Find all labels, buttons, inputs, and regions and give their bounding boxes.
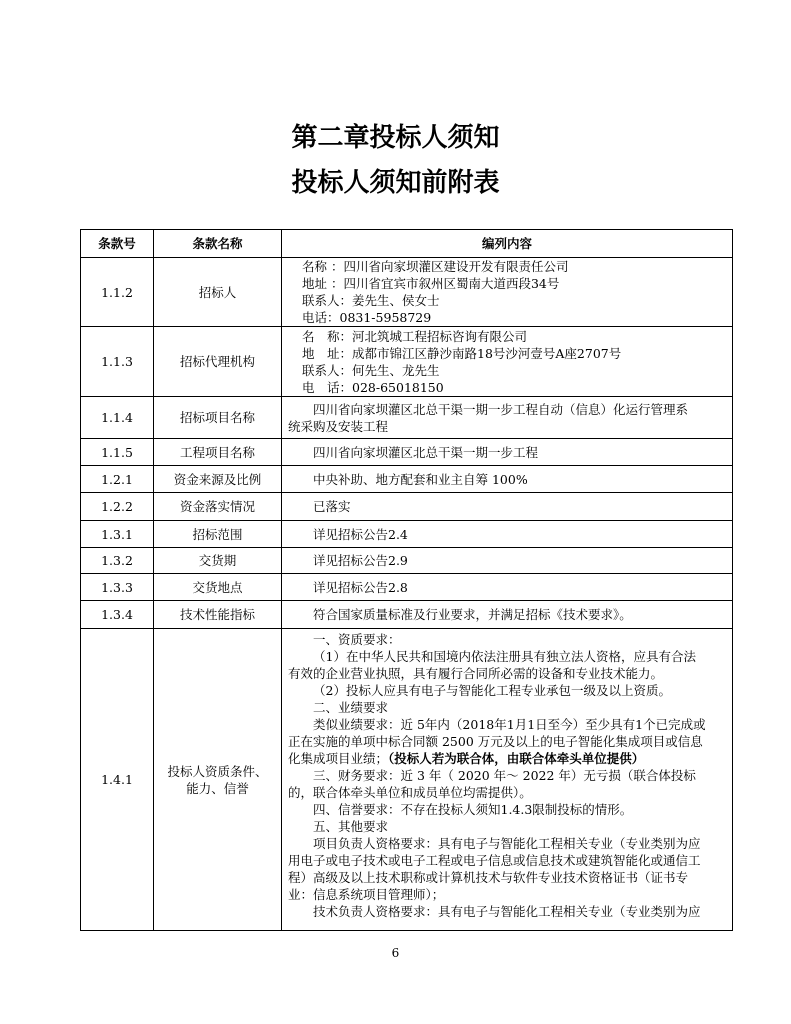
clause-content	[282, 466, 733, 493]
content-line: 统采购及安装工程	[288, 418, 389, 434]
content-line: 业：信息系统项目管理师）；	[288, 887, 445, 902]
clause-name: 招标人	[154, 258, 282, 327]
clause-no: 1.1.4	[81, 397, 154, 439]
content-line: 技术负责人资格要求：具有电子与智能化工程相关专业（专业类别为应	[313, 904, 701, 919]
table-row	[81, 493, 733, 521]
content-line: 四川省向家坝灌区北总干渠一期一步工程自动（信息）化运行管理系	[313, 401, 689, 417]
clause-name: 招标项目名称	[154, 397, 282, 439]
content-text: 化集成项目业绩；	[288, 751, 389, 766]
content-line: 详见招标公告2.4	[313, 526, 408, 542]
table-row	[81, 521, 733, 548]
content-line: 名 称：河北筑城工程招标咨询有限公司	[302, 328, 528, 344]
clause-name: 工程项目名称	[154, 439, 282, 466]
page-number: 6	[391, 946, 400, 960]
content-line	[288, 750, 726, 767]
content-line: 项目负责人资格要求：具有电子与智能化工程相关专业（专业类别为应	[313, 836, 701, 851]
content-line: 一、资质要求：	[313, 632, 401, 647]
clause-content	[282, 601, 733, 629]
clause-no: 1.1.2	[81, 258, 154, 327]
clause-no: 1.1.5	[81, 439, 154, 466]
clause-name: 招标范围	[154, 521, 282, 548]
clause-no: 1.2.2	[81, 493, 154, 521]
clause-no: 1.1.3	[81, 327, 154, 397]
clause-content	[282, 548, 733, 574]
clause-content	[282, 439, 733, 466]
clause-content	[282, 574, 733, 601]
content-line: 地 址：成都市锦江区静沙南路18号沙河壹号A座2707号	[302, 345, 622, 361]
clause-no: 1.4.1	[81, 629, 154, 931]
content-line: 四、信誉要求：不存在投标人须知1.4.3限制投标的情形。	[313, 802, 633, 817]
content-line: 中央补助、地方配套和业主自筹 100%	[313, 471, 528, 487]
table-header-row	[81, 230, 733, 258]
clause-no: 1.3.2	[81, 548, 154, 574]
clause-name: 交货地点	[154, 574, 282, 601]
content-line: 详见招标公告2.8	[313, 579, 408, 595]
bid-notice-table	[80, 229, 733, 931]
table-row	[81, 439, 733, 466]
table-title: 投标人须知前附表	[291, 168, 500, 198]
table-row	[81, 574, 733, 601]
clause-no: 1.3.3	[81, 574, 154, 601]
table-row	[81, 327, 733, 397]
content-line: （1）在中华人民共和国境内依法注册具有独立法人资格，应具有合法	[313, 649, 696, 664]
header-clause-name: 条款名称	[154, 230, 282, 258]
content-line: 有效的企业营业执照，具有履行合同所必需的设备和专业技术能力。	[288, 666, 664, 681]
content-line: 电话：0831-5958729	[302, 310, 432, 325]
table-row	[81, 258, 733, 327]
clause-name: 资金来源及比例	[154, 466, 282, 493]
clause-content	[282, 521, 733, 548]
content-line: 符合国家质量标准及行业要求，并满足招标《技术要求》。	[313, 607, 632, 622]
clause-no: 1.3.1	[81, 521, 154, 548]
clause-name: 技术性能指标	[154, 601, 282, 629]
clause-name: 资金落实情况	[154, 493, 282, 521]
clause-name: 招标代理机构	[154, 327, 282, 397]
content-line: 的，联合体牵头单位和成员单位均需提供）。	[288, 785, 532, 800]
clause-content	[282, 493, 733, 521]
header-clause-no: 条款号	[81, 230, 154, 258]
clause-no: 1.3.4	[81, 601, 154, 629]
clause-no: 1.2.1	[81, 466, 154, 493]
clause-content	[282, 629, 733, 931]
consortium-note: （投标人若为联合体，由联合体牵头单位提供）	[388, 751, 645, 766]
content-line: 电 话：028-65018150	[302, 379, 444, 395]
content-line: 二、业绩要求	[313, 700, 389, 715]
clause-name: 交货期	[154, 548, 282, 574]
table-row	[81, 466, 733, 493]
clause-content	[282, 397, 733, 439]
clause-content	[282, 258, 733, 327]
table-row	[81, 397, 733, 439]
table-row	[81, 629, 733, 931]
content-line: 三、财务要求：近 3 年（ 2020 年～ 2022 年）无亏损（联合体投标	[313, 768, 696, 783]
table-row	[81, 601, 733, 629]
content-line: 用电子或电子技术或电子工程或电子信息或信息技术或建筑智能化或通信工	[288, 853, 701, 868]
content-line: 联系人：姜先生、侯女士	[302, 293, 440, 308]
clause-name-line: 投标人资质条件、	[167, 763, 268, 779]
content-line: 程）高级及以上技术职称或计算机技术与软件专业技术资格证书（证书专	[288, 870, 689, 885]
clause-name	[154, 629, 282, 931]
table-row	[81, 548, 733, 574]
content-line: 四川省向家坝灌区北总干渠一期一步工程	[313, 444, 539, 460]
content-line: 五、其他要求	[313, 819, 389, 834]
content-line: 联系人：何先生、龙先生	[302, 362, 440, 378]
content-line: 类似业绩要求：近 5年内（2018年1月1日至今）至少具有1个已完成或	[313, 717, 706, 732]
header-content: 编列内容	[282, 230, 733, 258]
content-line: 详见招标公告2.9	[313, 553, 408, 568]
clause-name-line: 能力、信誉	[186, 780, 249, 796]
content-line: 地址 ：四川省宜宾市叙州区蜀南大道西段34号	[302, 276, 560, 291]
content-line: 已落实	[313, 499, 351, 514]
chapter-title: 第二章投标人须知	[291, 123, 500, 153]
content-line: 名称 ：四川省向家坝灌区建设开发有限责任公司	[302, 259, 569, 274]
clause-content	[282, 327, 733, 397]
content-line: 正在实施的单项中标合同额 2500 万元及以上的电子智能化集成项目或信息	[288, 734, 703, 749]
content-line: （2）投标人应具有电子与智能化工程专业承包一级及以上资质。	[313, 683, 671, 698]
